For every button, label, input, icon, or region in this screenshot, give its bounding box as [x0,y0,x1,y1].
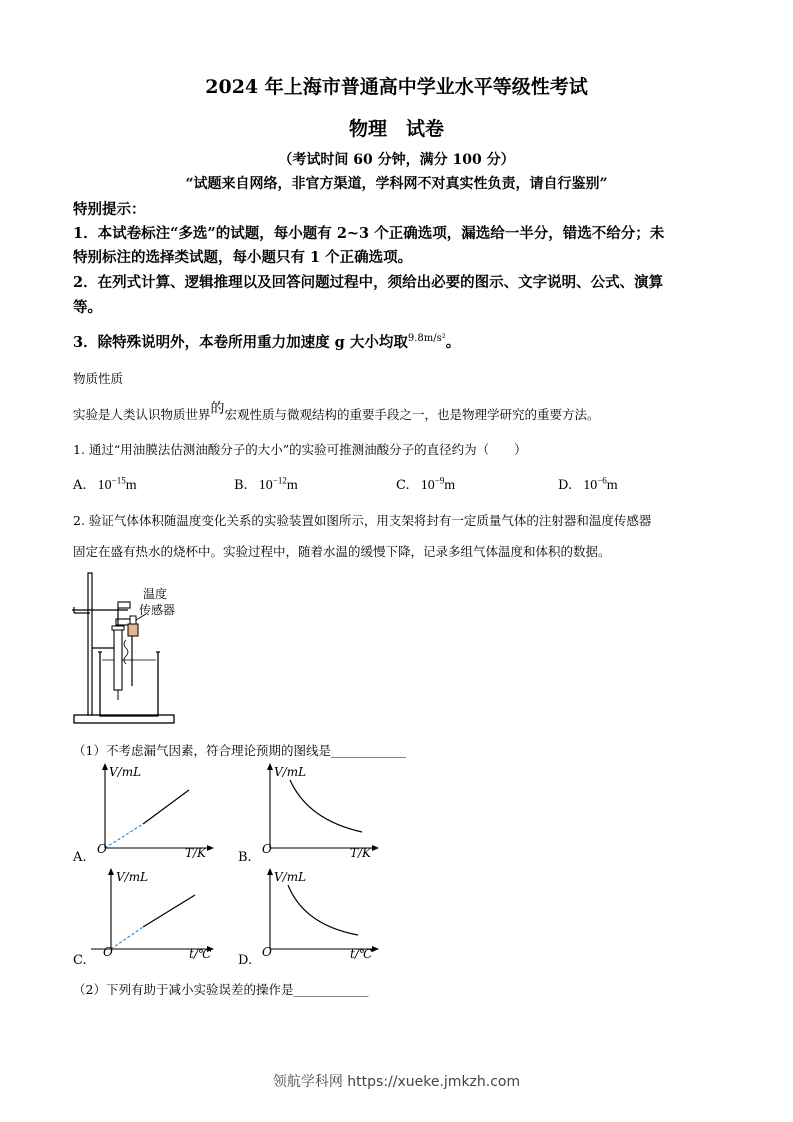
section-title: 物质性质 [73,371,124,386]
graph-a-origin: O [97,842,107,856]
q2-sub-question-2: （2）下列有助于减小实验误差的操作是____________ [73,982,369,997]
notice-item-3-text: 3．除特殊说明外，本卷所用重力加速度 g 大小均取 [73,334,408,351]
q1-option-b-value: $10^{-12}m$ [258,475,298,493]
graph-d-x-label: t/℃ [350,947,373,961]
graph-a-x-label: T/K [185,846,207,860]
graph-d-y-arrow [267,868,273,875]
experiment-apparatus-figure [70,568,200,728]
graph-d-y-label: V/mL [274,870,307,884]
graph-b-label: B. [238,850,252,865]
graph-d-curve [288,885,358,935]
graph-b[interactable] [238,762,388,870]
q1-option-c-value: $10^{-9}m$ [420,475,456,493]
q1-option-a[interactable] [73,474,137,494]
gravity-value: 9.8m/s² [407,333,446,345]
apparatus-label-line-2: 传感器 [139,603,176,617]
q1-stem: 1. 通过“用油膜法估测油酸分子的大小”的实验可推测油酸分子的直径约为（ ） [73,442,527,457]
graph-b-y-arrow [267,763,273,770]
q1-option-b[interactable] [234,474,298,494]
graph-c-origin: O [103,945,113,959]
graph-d-label: D. [238,953,253,968]
q1-option-a-value: $10^{-15}m$ [97,475,137,493]
q2-stem-line-1: 2. 验证气体体积随温度变化关系的实验装置如图所示，用支架将封有一定质量气体的注射器和温度传感器 [73,513,652,528]
graph-c-line [143,895,195,927]
q2-sub-question-1: （1）不考虑漏气因素，符合理论预期的图线是____________ [73,743,406,758]
graph-c-y-arrow [108,868,114,875]
q1-option-d-label: D. [558,478,573,493]
graph-c-x-label: t/℃ [189,947,212,961]
q1-option-b-label: B. [234,478,248,493]
graph-c[interactable] [73,865,223,973]
notice-item-1-line-2: 特别标注的选择类试题，每小题只有 1 个正确选项。 [73,249,413,266]
q1-option-d[interactable] [558,474,618,494]
notice-item-1-line-1: 1．本试卷标注“多选”的试题，每小题有 2~3 个正确选项，漏选给一半分，错选不给分；未 [73,225,665,242]
exam-title: 2024 年上海市普通高中学业水平等级性考试 [205,76,588,98]
apparatus-label-line-1: 温度 [143,587,168,601]
graph-d-x-arrow [372,946,379,952]
graph-c-y-label: V/mL [116,870,149,884]
graph-a-extrapolation [105,824,143,848]
notice-heading: 特别提示： [73,201,146,218]
graph-b-curve [290,780,362,832]
graph-b-origin: O [262,842,272,856]
source-note: “试题来自网络，非官方渠道，学科网不对真实性负责，请自行鉴别” [185,176,608,192]
graph-a-line [143,790,189,824]
footer-watermark: 领航学科网 https://xueke.jmkzh.com [272,1074,521,1090]
graph-b-y-label: V/mL [274,765,307,779]
graph-b-x-arrow [372,845,379,851]
graph-a-y-label: V/mL [109,765,142,779]
q1-option-c[interactable] [396,474,455,494]
graph-a-x-arrow [207,845,214,851]
graph-a-label: A. [73,850,87,865]
exam-time-note: （考试时间 60 分钟，满分 100 分） [278,152,515,168]
graph-d[interactable] [238,865,388,973]
q1-option-a-label: A. [73,478,87,493]
notice-item-3 [73,331,460,352]
q1-option-d-value: $10^{-6}m$ [583,475,618,493]
graph-c-extrapolation [111,927,143,949]
notice-item-3-end: 。 [445,334,461,351]
graph-a[interactable] [73,762,223,870]
graph-a-y-arrow [102,763,108,770]
q1-option-c-label: C. [396,478,410,493]
graph-d-origin: O [262,945,272,959]
section-intro-de: 的 [210,401,225,417]
graph-c-label: C. [73,953,87,968]
exam-subject: 物理 试卷 [348,118,444,140]
section-intro [73,401,600,424]
notice-item-2-line-2: 等。 [73,299,102,316]
graph-b-x-label: T/K [350,846,372,860]
section-intro-part-a: 实验是人类认识物质世界 [73,407,211,422]
section-intro-part-b: 宏观性质与微观结构的重要手段之一，也是物理学研究的重要方法。 [224,407,600,422]
q2-stem-line-2: 固定在盛有热水的烧杯中。实验过程中，随着水温的缓慢下降，记录多组气体温度和体积的数据。 [73,544,611,559]
notice-item-2-line-1: 2．在列式计算、逻辑推理以及回答问题过程中，须给出必要的图示、文字说明、公式、演算 [73,274,664,291]
